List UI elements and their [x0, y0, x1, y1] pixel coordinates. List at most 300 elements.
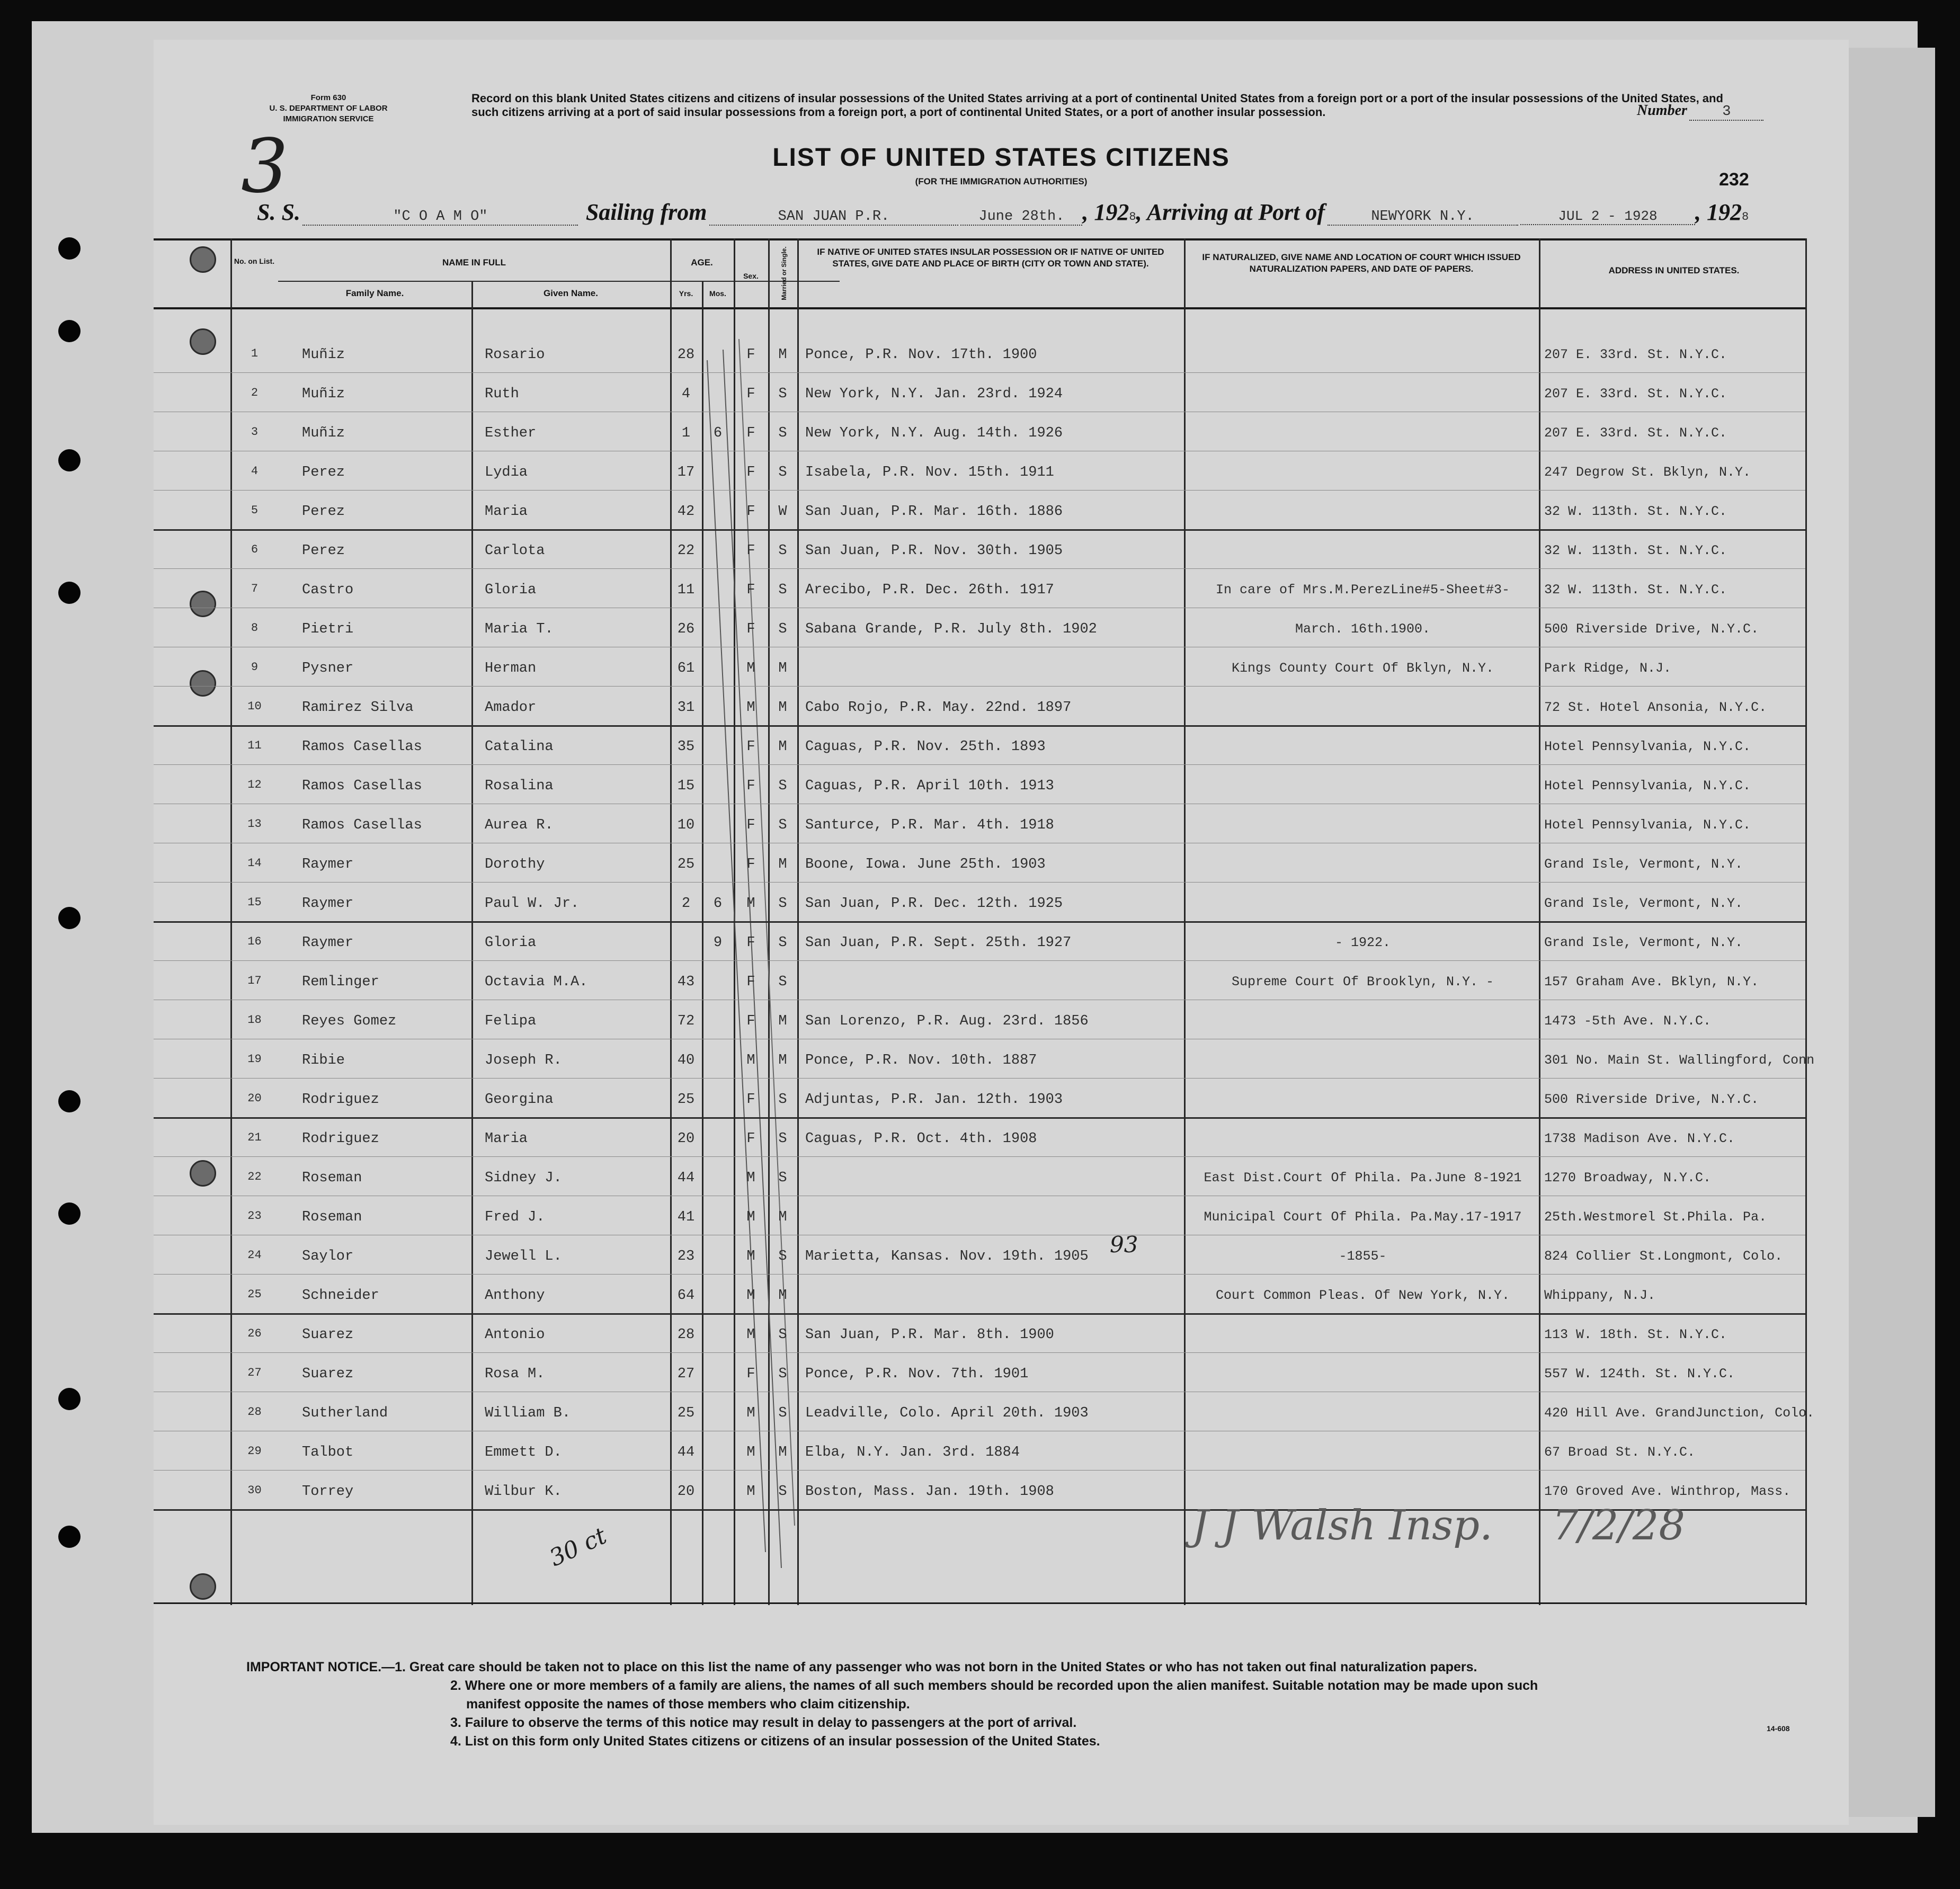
table-row [154, 935, 1849, 974]
family-name-cell: Torrey [302, 1484, 354, 1500]
family-name-cell: Talbot [302, 1445, 354, 1460]
table-row [154, 504, 1849, 543]
given-name-cell: Paul W. Jr. [485, 896, 580, 912]
form-number: Form 630 [310, 93, 346, 102]
table-row [154, 778, 1849, 817]
sex-cell: M [746, 1209, 755, 1225]
marital-status-cell: M [778, 347, 787, 363]
address-cell: 25th.Westmorel St.Phila. Pa. [1544, 1209, 1767, 1225]
row-number: 23 [247, 1209, 262, 1223]
family-name-cell: Ramos Casellas [302, 817, 422, 833]
ship-name: "C O A M O" [302, 209, 578, 226]
total-count-note: 30 ct [545, 1522, 611, 1572]
marital-status-cell: S [778, 543, 787, 559]
given-name-cell: Fred J. [485, 1209, 545, 1225]
birth-cell: Adjuntas, P.R. Jan. 12th. 1903 [805, 1092, 1063, 1108]
marital-status-cell: S [778, 1366, 787, 1382]
family-name-cell: Schneider [302, 1288, 379, 1304]
table-row [154, 582, 1849, 621]
age-years-cell: 27 [677, 1366, 695, 1382]
important-notice [246, 1658, 1836, 1751]
given-name-cell: Ruth [485, 386, 519, 402]
binder-hole [58, 1388, 81, 1410]
birth-cell: San Juan, P.R. Nov. 30th. 1905 [805, 543, 1063, 559]
sex-cell: F [746, 543, 755, 559]
address-cell: 207 E. 33rd. St. N.Y.C. [1544, 425, 1727, 441]
marital-status-cell: S [778, 621, 787, 637]
given-name-cell: Maria T. [485, 621, 554, 637]
arrival-date-stamp: JUL 2 - 1928 [1520, 208, 1695, 225]
header-given-name: Given Name. [544, 288, 598, 298]
service-name: IMMIGRATION SERVICE [283, 114, 374, 123]
sex-cell: M [746, 896, 755, 912]
address-cell: Grand Isle, Vermont, N.Y. [1544, 935, 1743, 950]
arrival-year-digit: 8 [1742, 210, 1749, 224]
row-number: 25 [247, 1288, 262, 1301]
address-cell: Hotel Pennsylvania, N.Y.C. [1544, 817, 1751, 833]
row-number: 30 [247, 1484, 262, 1497]
birth-cell: Boone, Iowa. June 25th. 1903 [805, 857, 1046, 872]
table-row [154, 386, 1849, 425]
header-sex: Sex. [743, 272, 759, 280]
sex-cell: F [746, 739, 755, 755]
address-cell: 32 W. 113th. St. N.Y.C. [1544, 582, 1727, 598]
birth-cell: Elba, N.Y. Jan. 3rd. 1884 [805, 1445, 1020, 1460]
family-name-cell: Muñiz [302, 347, 345, 363]
sailing-date: June 28th. [960, 209, 1082, 226]
given-name-cell: Wilbur K. [485, 1484, 562, 1500]
family-name-cell: Ribie [302, 1053, 345, 1068]
birth-cell: Arecibo, P.R. Dec. 26th. 1917 [805, 582, 1054, 598]
given-name-cell: Jewell L. [485, 1249, 562, 1264]
marital-status-cell: S [778, 974, 787, 990]
table-row [154, 465, 1849, 504]
age-years-cell: 61 [677, 661, 695, 676]
notice-item-2b: manifest opposite the names of those members who claim citizenship. [466, 1697, 910, 1712]
table-row [154, 1249, 1849, 1288]
age-years-cell: 31 [677, 700, 695, 716]
given-name-cell: Octavia M.A. [485, 974, 588, 990]
address-cell: 32 W. 113th. St. N.Y.C. [1544, 543, 1727, 558]
table-row [154, 817, 1849, 857]
address-cell: 420 Hill Ave. GrandJunction, Colo. [1544, 1405, 1815, 1421]
marital-status-cell: M [778, 739, 787, 755]
address-cell: 32 W. 113th. St. N.Y.C. [1544, 504, 1727, 519]
address-cell: 1473 -5th Ave. N.Y.C. [1544, 1013, 1712, 1029]
age-years-cell: 64 [677, 1288, 695, 1304]
naturalization-cell: Court Common Pleas. Of New York, N.Y. [1215, 1288, 1510, 1303]
age-years-cell: 1 [681, 425, 691, 441]
binder-hole [58, 1526, 81, 1548]
sex-cell: M [746, 1405, 755, 1421]
address-cell: 113 W. 18th. St. N.Y.C. [1544, 1327, 1727, 1342]
table-row [154, 1366, 1849, 1405]
given-name-cell: Catalina [485, 739, 554, 755]
notice-item-3: 3. Failure to observe the terms of this notice may result in delay to passengers at the port of arrival. [450, 1715, 1077, 1730]
sex-cell: F [746, 778, 755, 794]
number-value: 3 [1689, 104, 1763, 121]
given-name-cell: Sidney J. [485, 1170, 562, 1186]
number-field [1637, 102, 1812, 121]
marital-status-cell: S [778, 582, 787, 598]
family-name-cell: Raymer [302, 896, 354, 912]
header-age: AGE. [691, 257, 713, 268]
family-name-cell: Saylor [302, 1249, 354, 1264]
naturalization-cell: Kings County Court Of Bklyn, N.Y. [1231, 661, 1494, 676]
given-name-cell: Antonio [485, 1327, 545, 1343]
punch-hole [190, 246, 216, 273]
notice-heading: IMPORTANT NOTICE.— [246, 1660, 395, 1674]
birth-cell: Caguas, P.R. Nov. 25th. 1893 [805, 739, 1046, 755]
table-row [154, 700, 1849, 739]
address-cell: Park Ridge, N.J. [1544, 661, 1672, 676]
binder-hole [58, 320, 81, 342]
given-name-cell: Anthony [485, 1288, 545, 1304]
given-name-cell: Rosario [485, 347, 545, 363]
given-name-cell: Lydia [485, 465, 528, 480]
header-yrs: Yrs. [679, 289, 693, 298]
marital-status-cell: M [778, 1013, 787, 1029]
notice-item-1: 1. Great care should be taken not to place on this list the name of any passenger who was not born in the United States or who has not taken out final naturalization papers. [395, 1660, 1477, 1674]
table-row [154, 1327, 1849, 1366]
given-name-cell: Amador [485, 700, 537, 716]
arriving-port: NEWYORK N.Y. [1328, 209, 1518, 226]
row-number: 29 [247, 1445, 262, 1458]
family-name-cell: Ramos Casellas [302, 778, 422, 794]
table-row [154, 1053, 1849, 1092]
table-row [154, 1170, 1849, 1209]
family-name-cell: Perez [302, 465, 345, 480]
birth-cell: Santurce, P.R. Mar. 4th. 1918 [805, 817, 1054, 833]
notice-item-4: 4. List on this form only United States citizens or citizens of an insular possession of the United States. [450, 1734, 1100, 1749]
marital-status-cell: S [778, 1327, 787, 1343]
birth-cell: New York, N.Y. Aug. 14th. 1926 [805, 425, 1063, 441]
naturalization-cell: In care of Mrs.M.PerezLine#5-Sheet#3- [1215, 582, 1510, 598]
address-cell: Hotel Pennsylvania, N.Y.C. [1544, 739, 1751, 754]
birth-cell: San Juan, P.R. Sept. 25th. 1927 [805, 935, 1072, 951]
given-name-cell: Dorothy [485, 857, 545, 872]
header-birth: IF NATIVE OF UNITED STATES INSULAR POSSESSION OR IF NATIVE OF UNITED STATES, GIVE DATE AND PLACE OF BIRTH (CITY OR TOWN AND STATE). [817, 247, 1164, 269]
address-cell: 67 Broad St. N.Y.C. [1544, 1445, 1696, 1460]
table-row [154, 857, 1849, 896]
family-name-cell: Suarez [302, 1327, 354, 1343]
voyage-line [257, 199, 1851, 230]
sex-cell: F [746, 1366, 755, 1382]
table-row [154, 621, 1849, 661]
page-title: LIST OF UNITED STATES CITIZENS [772, 144, 1230, 172]
given-name-cell: Aurea R. [485, 817, 554, 833]
table-row [154, 1209, 1849, 1249]
table-row [154, 739, 1849, 778]
birth-cell: San Juan, P.R. Dec. 12th. 1925 [805, 896, 1063, 912]
sex-cell: M [746, 661, 755, 676]
age-years-cell: 35 [677, 739, 695, 755]
sex-cell: F [746, 386, 755, 402]
age-years-cell: 23 [677, 1249, 695, 1264]
sex-cell: F [746, 621, 755, 637]
intro-text: Record on this blank United States citizens and citizens of insular possessions of the United States arriving at a port of continental United States from a foreign port or a port of the insular possessions of the United States, and such citizens arriving at a port of said insular possessions from a foreign port, a port of continental United States, or a port of another insular possession. [471, 92, 1723, 119]
marital-status-cell: M [778, 1209, 787, 1225]
table-row [154, 661, 1849, 700]
header-married-single: Married or Single. [780, 246, 788, 300]
age-years-cell: 22 [677, 543, 695, 559]
given-name-cell: Herman [485, 661, 537, 676]
signature-date: 7/2/28 [1552, 1502, 1686, 1549]
given-name-cell: Rosalina [485, 778, 554, 794]
family-name-cell: Muñiz [302, 425, 345, 441]
table-row [154, 896, 1849, 935]
ss-label: S. S. [257, 199, 300, 225]
table-row [154, 1445, 1849, 1484]
address-cell: 557 W. 124th. St. N.Y.C. [1544, 1366, 1735, 1382]
marital-status-cell: S [778, 425, 787, 441]
sex-cell: M [746, 1170, 755, 1186]
birth-cell: Boston, Mass. Jan. 19th. 1908 [805, 1484, 1054, 1500]
sex-cell: F [746, 817, 755, 833]
table-top-rule [154, 238, 1805, 240]
age-years-cell: 44 [677, 1170, 695, 1186]
binder-hole [58, 907, 81, 929]
naturalization-cell: -1855- [1339, 1249, 1387, 1264]
naturalization-cell: Supreme Court Of Brooklyn, N.Y. - [1231, 974, 1494, 990]
birth-cell: San Juan, P.R. Mar. 8th. 1900 [805, 1327, 1054, 1343]
marital-status-cell: M [778, 700, 787, 716]
sailing-label: Sailing from [585, 199, 707, 225]
address-cell: 824 Collier St.Longmont, Colo. [1544, 1249, 1783, 1264]
age-months-cell: 6 [713, 896, 723, 912]
table-row [154, 1092, 1849, 1131]
birth-cell: New York, N.Y. Jan. 23rd. 1924 [805, 386, 1063, 402]
family-name-cell: Rodriguez [302, 1131, 379, 1147]
address-cell: 500 Riverside Drive, N.Y.C. [1544, 1092, 1759, 1107]
table-row [154, 1405, 1849, 1445]
family-name-cell: Rodriguez [302, 1092, 379, 1108]
sex-cell: F [746, 935, 755, 951]
table-row [154, 347, 1849, 386]
address-cell: 247 Degrow St. Bklyn, N.Y. [1544, 465, 1751, 480]
address-cell: 157 Graham Ave. Bklyn, N.Y. [1544, 974, 1759, 990]
sailing-port: SAN JUAN P.R. [709, 209, 958, 226]
sex-cell: F [746, 1013, 755, 1029]
address-cell: 500 Riverside Drive, N.Y.C. [1544, 621, 1759, 637]
sailing-year-prefix: , 192 [1082, 199, 1129, 225]
marital-status-cell: M [778, 1053, 787, 1068]
given-name-cell: Emmett D. [485, 1445, 562, 1460]
naturalization-cell: - 1922. [1334, 935, 1391, 950]
family-name-cell: Perez [302, 504, 345, 520]
marital-status-cell: M [778, 857, 787, 872]
row-number: 18 [247, 1013, 262, 1027]
family-name-cell: Roseman [302, 1170, 362, 1186]
age-years-cell: 15 [677, 778, 695, 794]
handwritten-sheet-number: 3 [241, 123, 289, 210]
age-years-cell: 17 [677, 465, 695, 480]
given-name-cell: Felipa [485, 1013, 537, 1029]
sex-cell: M [746, 1053, 755, 1068]
address-cell: 207 E. 33rd. St. N.Y.C. [1544, 386, 1727, 402]
family-name-cell: Suarez [302, 1366, 354, 1382]
naturalization-cell: Municipal Court Of Phila. Pa.May.17-1917 [1204, 1209, 1522, 1225]
row-number: 20 [247, 1092, 262, 1105]
family-name-cell: Muñiz [302, 386, 345, 402]
birth-cell: Marietta, Kansas. Nov. 19th. 1905 [805, 1249, 1089, 1264]
notice-item-2a: 2. Where one or more members of a family are aliens, the names of all such members should be recorded upon the alien manifest. Suitable notation may be made upon such [450, 1678, 1538, 1693]
age-years-cell: 4 [681, 386, 691, 402]
sex-cell: F [746, 857, 755, 872]
row-number: 24 [247, 1249, 262, 1262]
marital-status-cell: S [778, 1405, 787, 1421]
birth-cell: Caguas, P.R. Oct. 4th. 1908 [805, 1131, 1037, 1147]
age-months-cell: 6 [713, 425, 723, 441]
birth-cell: Ponce, P.R. Nov. 17th. 1900 [805, 347, 1037, 363]
sex-cell: F [746, 1131, 755, 1147]
family-name-cell: Sutherland [302, 1405, 388, 1421]
marital-status-cell: S [778, 386, 787, 402]
address-cell: Grand Isle, Vermont, N.Y. [1544, 857, 1743, 872]
address-cell: 301 No. Main St. Wallingford, Conn [1544, 1053, 1815, 1068]
header-no-on-list: No. on List. [234, 257, 275, 265]
address-cell: 170 Groved Ave. Winthrop, Mass. [1544, 1484, 1791, 1499]
row-number: 26 [247, 1327, 262, 1340]
sex-cell: F [746, 465, 755, 480]
marital-status-cell: M [778, 661, 787, 676]
sex-cell: F [746, 347, 755, 363]
header-naturalization: IF NATURALIZED, GIVE NAME AND LOCATION OF COURT WHICH ISSUED NATURALIZATION PAPERS, AND DATE OF PAPERS. [1202, 252, 1521, 274]
sex-cell: F [746, 974, 755, 990]
table-bottom-rule [154, 1602, 1805, 1604]
row-number: 16 [247, 935, 262, 948]
address-cell: 1738 Madison Ave. N.Y.C. [1544, 1131, 1735, 1146]
age-months-cell: 9 [713, 935, 723, 951]
row-number: 27 [247, 1366, 262, 1379]
marital-status-cell: S [778, 1249, 787, 1264]
sex-cell: M [746, 700, 755, 716]
row-number: 13 [247, 817, 262, 831]
age-years-cell: 26 [677, 621, 695, 637]
age-years-cell: 28 [677, 1327, 695, 1343]
birth-cell: Sabana Grande, P.R. July 8th. 1902 [805, 621, 1097, 637]
binder-hole [58, 1090, 81, 1112]
age-years-cell: 20 [677, 1131, 695, 1147]
row-number: 19 [247, 1053, 262, 1066]
marital-status-cell: S [778, 1170, 787, 1186]
sex-cell: M [746, 1445, 755, 1460]
row-number: 4 [251, 465, 259, 478]
sex-cell: F [746, 504, 755, 520]
age-years-cell: 42 [677, 504, 695, 520]
manifest-sheet [154, 40, 1849, 1825]
family-name-cell: Remlinger [302, 974, 379, 990]
row-number: 8 [251, 621, 259, 635]
form-id-block [244, 93, 413, 124]
row-number: 15 [247, 896, 262, 909]
row-number: 2 [251, 386, 259, 399]
sex-cell: M [746, 1484, 755, 1500]
marital-status-cell: M [778, 1288, 787, 1304]
marital-status-cell: S [778, 935, 787, 951]
family-name-cell: Roseman [302, 1209, 362, 1225]
marital-status-cell: S [778, 817, 787, 833]
sex-cell: F [746, 1092, 755, 1108]
header-family-name: Family Name. [345, 288, 404, 298]
sex-cell: M [746, 1288, 755, 1304]
given-name-cell: William B. [485, 1405, 571, 1421]
address-cell: 207 E. 33rd. St. N.Y.C. [1544, 347, 1727, 362]
given-name-cell: Esther [485, 425, 537, 441]
row24-annotation: 93 [1110, 1232, 1138, 1258]
birth-cell: Ponce, P.R. Nov. 10th. 1887 [805, 1053, 1037, 1068]
age-years-cell: 41 [677, 1209, 695, 1225]
naturalization-cell: East Dist.Court Of Phila. Pa.June 8-1921 [1204, 1170, 1522, 1186]
marital-status-cell: S [778, 465, 787, 480]
sex-cell: M [746, 1249, 755, 1264]
binder-hole [58, 1202, 81, 1225]
row-number: 17 [247, 974, 262, 987]
given-name-cell: Maria [485, 1131, 528, 1147]
table-row [154, 1288, 1849, 1327]
age-years-cell: 10 [677, 817, 695, 833]
family-name-cell: Raymer [302, 935, 354, 951]
number-label: Number [1637, 102, 1687, 119]
family-name-cell: Ramos Casellas [302, 739, 422, 755]
marital-status-cell: S [778, 1092, 787, 1108]
birth-cell: Ponce, P.R. Nov. 7th. 1901 [805, 1366, 1029, 1382]
birth-cell: Isabela, P.R. Nov. 15th. 1911 [805, 465, 1054, 480]
marital-status-cell: S [778, 1131, 787, 1147]
age-years-cell: 40 [677, 1053, 695, 1068]
marital-status-cell: S [778, 778, 787, 794]
age-years-cell: 44 [677, 1445, 695, 1460]
row-number: 10 [247, 700, 262, 713]
form-corner-code: 14-608 [1767, 1724, 1790, 1733]
given-name-cell: Joseph R. [485, 1053, 562, 1068]
age-years-cell: 25 [677, 857, 695, 872]
address-cell: 72 St. Hotel Ansonia, N.Y.C. [1544, 700, 1767, 715]
page-stamp-number: 232 [1719, 170, 1749, 190]
sailing-year-digit: 8 [1129, 210, 1136, 224]
given-name-cell: Carlota [485, 543, 545, 559]
address-cell: Hotel Pennsylvania, N.Y.C. [1544, 778, 1751, 794]
marital-status-cell: M [778, 1445, 787, 1460]
row-number: 3 [251, 425, 259, 439]
family-name-cell: Raymer [302, 857, 354, 872]
marital-status-cell: W [778, 504, 787, 520]
header-name-in-full: NAME IN FULL [442, 257, 506, 268]
age-years-cell: 11 [677, 582, 695, 598]
age-years-cell: 25 [677, 1092, 695, 1108]
family-name-cell: Ramirez Silva [302, 700, 414, 716]
punch-hole [190, 1573, 216, 1600]
table-row [154, 1131, 1849, 1170]
birth-cell: Caguas, P.R. April 10th. 1913 [805, 778, 1054, 794]
inspector-signature: J J Walsh Insp. [1192, 1502, 1493, 1549]
family-name-cell: Castro [302, 582, 354, 598]
arriving-label: , Arriving at Port of [1136, 199, 1325, 225]
naturalization-cell: March. 16th.1900. [1295, 621, 1431, 637]
row-number: 9 [251, 661, 259, 674]
row-number: 11 [247, 739, 262, 752]
table-row [154, 974, 1849, 1013]
age-years-cell: 43 [677, 974, 695, 990]
age-years-cell: 20 [677, 1484, 695, 1500]
birth-cell: Cabo Rojo, P.R. May. 22nd. 1897 [805, 700, 1072, 716]
age-years-cell: 2 [681, 896, 691, 912]
row-number: 7 [251, 582, 259, 595]
row-number: 5 [251, 504, 259, 517]
row-number: 1 [251, 347, 259, 360]
table-row [154, 425, 1849, 465]
binder-hole [58, 449, 81, 471]
